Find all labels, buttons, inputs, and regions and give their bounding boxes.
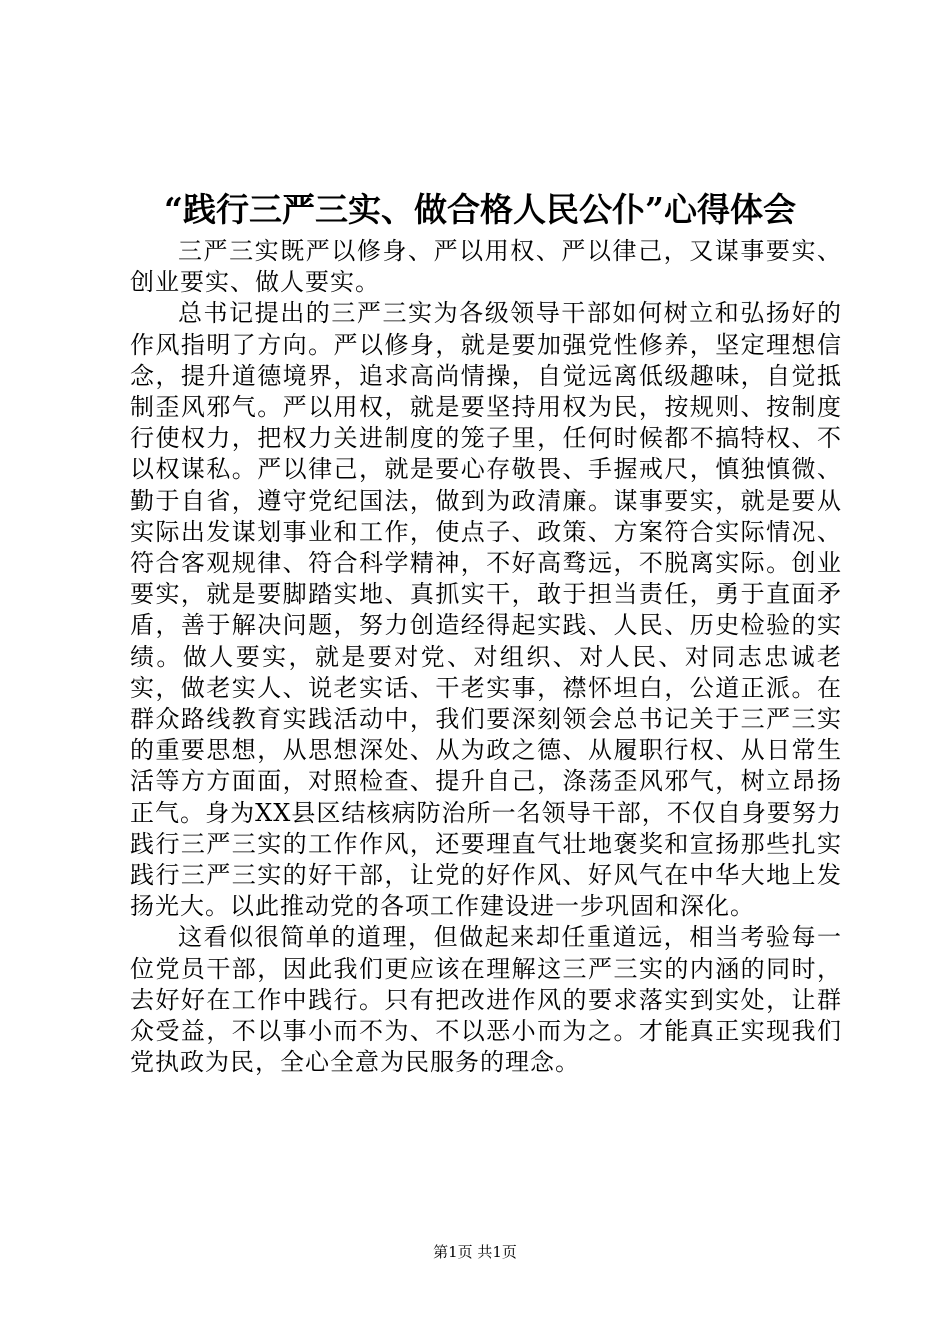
paragraph-1: 三严三实既严以修身、严以用权、严以律己，又谋事要实、创业要实、做人要实。 (130, 237, 842, 297)
document-title: “践行三严三实、做合格人民公仆”心得体会 (164, 190, 796, 229)
document-body (130, 236, 842, 1078)
paragraph-3: 这看似很简单的道理，但做起来却任重道远，相当考验每一位党员干部，因此我们更应该在理解这三严三实的内涵的同时，去好好在工作中践行。只有把改进作风的要求落实到实处，让群众受益，不以事小而不为、不以恶小而为之。才能真正实现我们党执政为民，全心全意为民服务的理念。 (130, 923, 842, 1077)
paragraph-2: 总书记提出的三严三实为各级领导干部如何树立和弘扬好的作风指明了方向。严以修身，就是要加强党性修养，坚定理想信念，提升道德境界，追求高尚情操，自觉远离低级趣味，自觉抵制歪风邪气。严以用权，就是要坚持用权为民，按规则、按制度行使权力，把权力关进制度的笼子里，任何时候都不搞特权、不以权谋私。严以律己，就是要心存敬畏、手握戒尺，慎独慎微、勤于自省，遵守党纪国法，做到为政清廉。谋事要实，就是要从实际出发谋划事业和工作，使点子、政策、方案符合实际情况、符合客观规律、符合科学精神，不好高骛远，不脱离实际。创业要实，就是要脚踏实地、真抓实干，敢于担当责任，勇于直面矛盾，善于解决问题，努力创造经得起实践、人民、历史检验的实绩。做人要实，就是要对党、对组织、对人民、对同志忠诚老实，做老实人、说老实话、干老实事，襟怀坦白，公道正派。在群众路线教育实践活动中，我们要深刻领会总书记关于三严三实的重要思想，从思想深处、从为政之德、从履职行权、从日常生活等方方面面，对照检查、提升自己，涤荡歪风邪气，树立昂扬正气。身为XX县区结核病防治所一名领导干部，不仅自身要努力践行三严三实的工作作风，还要理直气壮地褒奖和宣扬那些扎实践行三严三实的好干部，让党的好作风、好风气在中华大地上发扬光大。以此推动党的各项工作建设进一步巩固和深化。 (130, 299, 842, 921)
page-footer: 第1页 共1页 (433, 1243, 517, 1261)
